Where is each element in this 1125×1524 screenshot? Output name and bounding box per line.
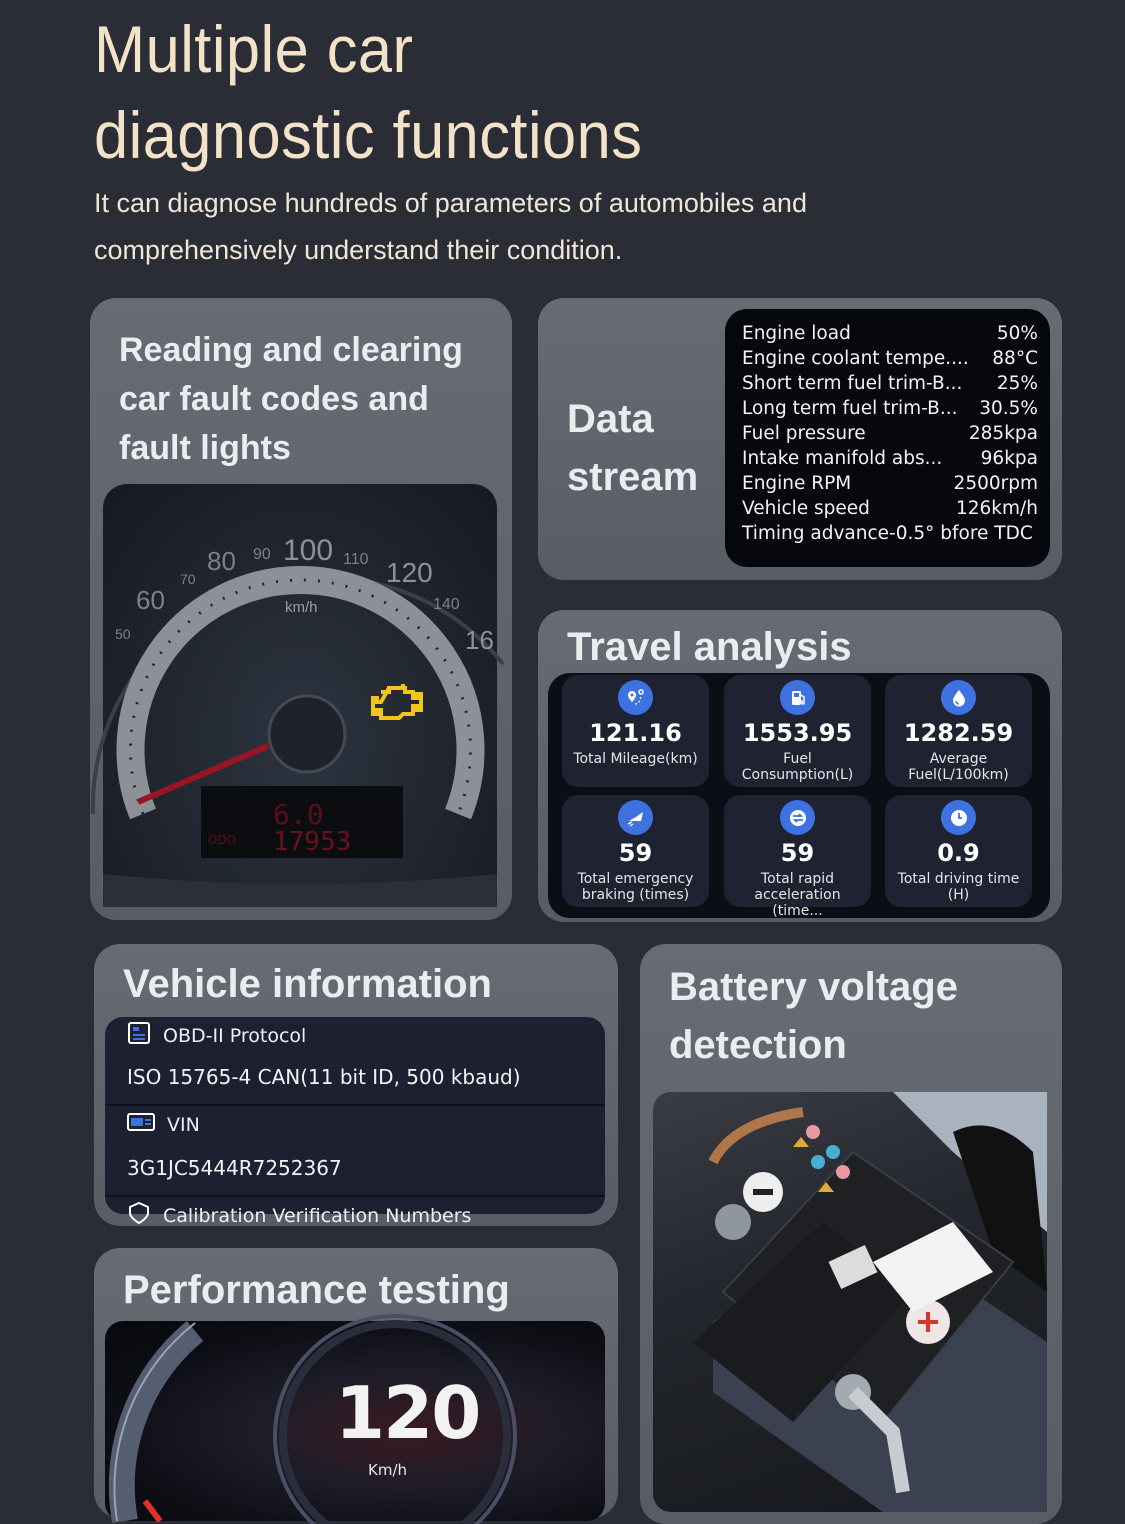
water-drop-icon [941, 680, 976, 715]
cvn-header [127, 1201, 471, 1230]
page-title-line-1: Multiple car [94, 12, 414, 86]
data-stream-title [567, 390, 698, 506]
fuel-pump-icon [780, 680, 815, 715]
stat-value: 0.9 [937, 839, 980, 867]
obd-protocol-label: OBD-II Protocol [163, 1024, 307, 1047]
page-title [94, 6, 642, 178]
rapid-acceleration-icon [780, 800, 815, 835]
route-pin-icon [618, 680, 653, 715]
speedometer-image [103, 484, 497, 907]
shield-icon [127, 1201, 151, 1230]
data-stream-row [742, 521, 1038, 546]
data-stream-row [742, 321, 1038, 346]
performance-speed-unit: Km/h [368, 1461, 408, 1479]
divider [105, 1195, 605, 1197]
row-label: Engine coolant tempe.... [742, 348, 969, 369]
svg-text:ODO: ODO [208, 833, 237, 847]
stat-value: 1282.59 [903, 719, 1014, 747]
obd-protocol-header [127, 1021, 306, 1050]
cvn-label: Calibration Verification Numbers [163, 1204, 472, 1227]
svg-text:70: 70 [180, 571, 196, 587]
svg-text:80: 80 [207, 546, 236, 576]
battery-title-line-2: detection [669, 1023, 847, 1067]
stat-tile-average-fuel[interactable] [885, 675, 1032, 787]
svg-text:17953: 17953 [273, 827, 352, 857]
car-battery-image [653, 1092, 1047, 1512]
performance-testing-card [94, 1248, 618, 1518]
obd-protocol-value: ISO 15765-4 CAN(11 bit ID, 500 kbaud) [127, 1065, 521, 1089]
stat-tile-emergency-braking[interactable] [562, 795, 709, 907]
row-label: Engine load [742, 323, 851, 344]
stat-label: Average Fuel(L/100km) [908, 751, 1009, 783]
document-icon [127, 1021, 151, 1050]
row-value: 126km/h [955, 498, 1038, 519]
row-value: 25% [996, 373, 1038, 394]
vehicle-information-title: Vehicle information [123, 962, 492, 1006]
row-label: Vehicle speed [742, 498, 870, 519]
travel-stats-panel [548, 673, 1050, 918]
fault-codes-title-line-2: car fault codes and [119, 380, 429, 418]
stat-value: 59 [618, 839, 653, 867]
performance-testing-title: Performance testing [123, 1268, 510, 1312]
row-label: Long term fuel trim-B... [742, 398, 958, 419]
row-value: 50% [996, 323, 1038, 344]
vin-header [127, 1112, 200, 1137]
page-title-line-2: diagnostic functions [94, 98, 643, 172]
svg-text:50: 50 [115, 626, 131, 642]
vehicle-information-card [94, 944, 618, 1226]
battery-title-line-1: Battery voltage [669, 965, 958, 1009]
svg-text:120: 120 [386, 557, 433, 588]
stat-tile-driving-time[interactable] [885, 795, 1032, 907]
row-label: Timing advance-0.5° bfore TDC [742, 523, 1033, 544]
stat-label: Total emergency braking (times) [577, 871, 694, 903]
row-label: Fuel pressure [742, 423, 866, 444]
vin-label: VIN [167, 1113, 200, 1136]
data-stream-list [725, 309, 1050, 567]
page-subtitle-line-2: comprehensively understand their condition. [94, 235, 623, 265]
svg-text:110: 110 [343, 551, 369, 568]
svg-text:60: 60 [136, 585, 165, 615]
svg-text:km/h: km/h [285, 599, 318, 616]
stat-label: Fuel Consumption(L) [741, 751, 854, 783]
fault-codes-title [119, 326, 463, 473]
stat-tile-fuel-consumption[interactable] [724, 675, 871, 787]
vin-card-icon [127, 1112, 155, 1137]
battery-voltage-title [669, 958, 958, 1074]
data-stream-row [742, 396, 1038, 421]
stat-value: 121.16 [589, 719, 682, 747]
car-battery-illustration [653, 1092, 1047, 1512]
stat-value: 59 [780, 839, 815, 867]
row-value: 88°C [992, 348, 1038, 369]
row-value: 30.5% [979, 398, 1038, 419]
vin-value: 3G1JC5444R7252367 [127, 1156, 342, 1180]
row-label: Short term fuel trim-B... [742, 373, 963, 394]
clock-icon [941, 800, 976, 835]
row-value: 285kpa [968, 423, 1038, 444]
stat-tile-total-mileage[interactable] [562, 675, 709, 787]
svg-text:6.0: 6.0 [273, 798, 324, 831]
svg-text:16: 16 [465, 625, 494, 655]
data-stream-row [742, 371, 1038, 396]
speedometer-gauge [103, 484, 497, 907]
row-label: Intake manifold abs... [742, 448, 943, 469]
fault-codes-title-line-1: Reading and clearing [119, 331, 463, 369]
stat-label: Total Mileage(km) [573, 751, 698, 767]
stat-label: Total rapid acceleration (time... [754, 871, 841, 919]
data-stream-row [742, 421, 1038, 446]
vehicle-info-list[interactable] [105, 1017, 605, 1227]
page-subtitle-line-1: It can diagnose hundreds of parameters of automobiles and [94, 188, 807, 218]
divider [105, 1104, 605, 1106]
row-value: 96kpa [980, 448, 1038, 469]
stat-value: 1553.95 [742, 719, 853, 747]
svg-text:90: 90 [253, 546, 271, 563]
performance-speed-value: 120 [335, 1371, 480, 1455]
fault-codes-card [90, 298, 512, 920]
emergency-brake-icon [618, 800, 653, 835]
data-stream-row [742, 496, 1038, 521]
data-stream-row [742, 446, 1038, 471]
data-stream-row [742, 346, 1038, 371]
svg-text:140: 140 [433, 596, 460, 613]
page-subtitle [94, 180, 807, 274]
data-stream-title-line-2: stream [567, 455, 699, 499]
stat-tile-rapid-acceleration[interactable] [724, 795, 871, 919]
row-label: Engine RPM [742, 473, 852, 494]
stat-label: Total driving time (H) [897, 871, 1020, 903]
performance-speedometer-image [105, 1321, 605, 1521]
data-stream-card [538, 298, 1062, 580]
check-engine-icon [373, 684, 421, 718]
fault-codes-title-line-3: fault lights [119, 429, 291, 467]
travel-analysis-card [538, 610, 1062, 922]
row-value: 2500rpm [953, 473, 1038, 494]
data-stream-row [742, 471, 1038, 496]
data-stream-title-line-1: Data [567, 397, 654, 441]
travel-analysis-title: Travel analysis [567, 625, 852, 669]
battery-voltage-card [640, 944, 1062, 1524]
svg-text:100: 100 [283, 534, 334, 567]
